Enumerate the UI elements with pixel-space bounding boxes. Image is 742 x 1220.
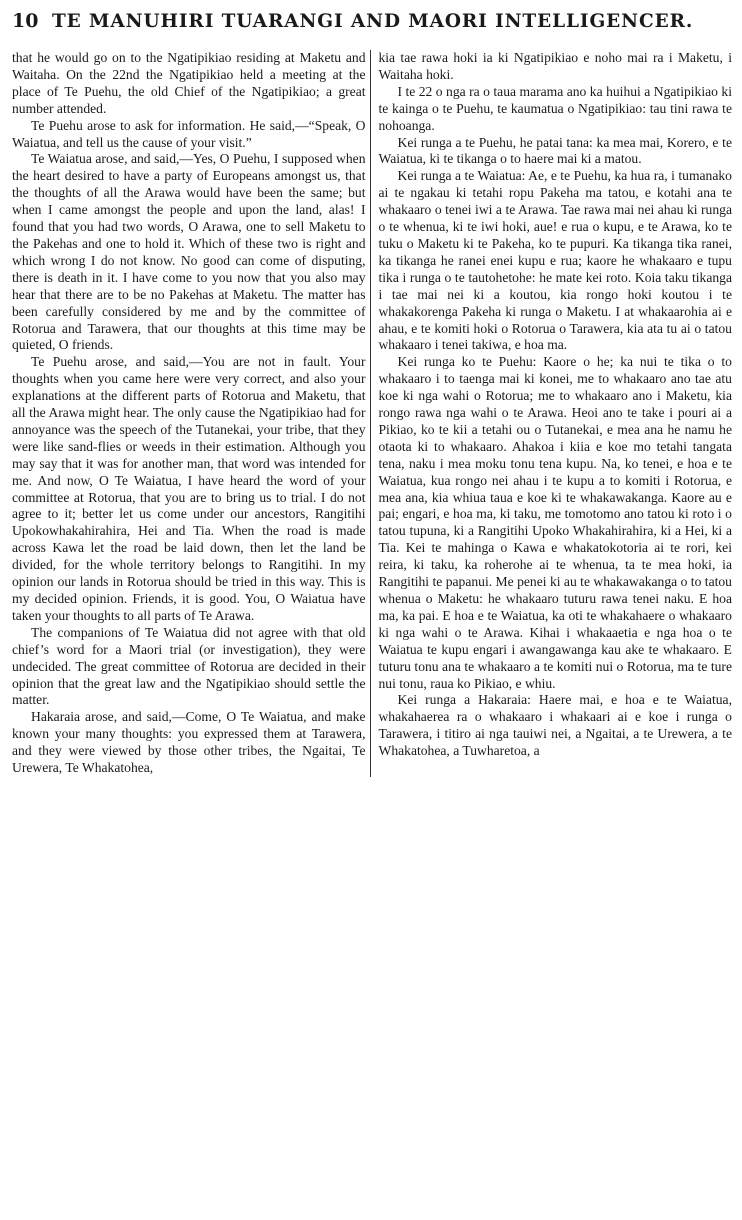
maori-column: [370, 50, 732, 777]
english-paragraph: Te Puehu arose to ask for information. He said,—“Speak, O Waiatua, and tell us the cause of your visit.”: [12, 117, 366, 150]
newspaper-title: TE MANUHIRI TUARANGI AND MAORI INTELLIGENCER.: [52, 11, 694, 32]
english-paragraph: that he would go on to the Ngatipikiao residing at Maketu and Waitaha. On the 22nd the Ngatipikiao held a meeting at the place of Te Puehu, the old Chief of the Ngatipikiao; a great number attended.: [12, 50, 366, 116]
english-paragraph: The companions of Te Waiatua did not agree with that old chief’s word for a Maori trial (or investigation), they were undecided. The great committee of Rotorua are decided in their opinion that the great law and the Ngatipikiao should settle the matter.: [12, 624, 366, 708]
maori-paragraph: Kei runga ko te Puehu: Kaore o he; ka nui te tika o to whakaaro i to taenga mai ki konei, me to whakaaro ano tae atu koe ki nga wahi o Rotorua; me to whakaaro ano i Maketu, kia rongo rawa nga wahi o te Arawa. Heoi ano te take i pouri ai a Pikiao, ko te kii a tetahi ou o Tutanekai, e mea ana he namu he otaota ki to whakaaro. Ahakoa i kiia e koe mo tetahi tangata tena, naku i mea moku tonu tena kupu. Na, ko tenei, e hoa e te Waiatua, kua rongo nei ahau i te kupu a to komiti i Rotorua, e mea ana, kia whiua taua e koe ki te whakawakanga. Kaore au e pai; engari, e hoa ma, ki taku, me tomotomo ano tatou ki roto i o tatou tupuna, ki a Rangitihi Upoko Whakahirahira, ki a Hei, ki a Tia. Kei te mahinga o Kawa e whakatokotoria ai te rori, kei reira, ki taku, ka roherohe ai te whenua, ta te mea hoki, ia Rangitihi te papanui. Me penei ki au te whakawakanga o to tatou whenua o Maketu: he whakaaro tuturu rawa tenei naku. E hoa ma, ka pai. E hoa e te Waiatua, ka oti te whakahaere o whakaaro ki nga wahi o te Arawa. Kihai i whakaaetia e nga hoa o te Waiatua te kupu engari i awangawanga kau ake te whakaaro. E tuturu tonu ana te whakaaro a te komiti nui o Rotorua, ma te ture nui tonu, raua ko Pikiao, e whiu.: [378, 354, 732, 691]
page-header: [12, 10, 732, 50]
maori-paragraph: I te 22 o nga ra o taua marama ano ka huihui a Ngatipikiao ki te kainga o te Puehu, te kaumatua o Ngatipikiao: tau tini rawa te nohoanga.: [378, 83, 732, 133]
english-paragraph: Te Waiatua arose, and said,—Yes, O Puehu, I supposed when the heart desired to have a party of Europeans amongst us, that the thoughts of all the Arawa would have been the same; but when I came amongst the people and upon the land, alas! I found that you had two words, O Arawa, one to sell Maketu to the Pakehas and one to hold it. Which of these two is right and which wrong I do not know. No good can come of disputing, there is death in it. I have come to you now that you also may hear that there are to be no Pakehas at Maketu. The matter has been carefully considered by me and by the committee of Rotorua and Tarawera, that our thoughts at this time may be quieted, O friends.: [12, 151, 366, 353]
page-number: 10: [12, 10, 39, 32]
english-paragraph: Te Puehu arose, and said,—You are not in fault. Your thoughts when you came here were very correct, and also your explanations at the different parts of Rotorua and Maketu, that all the Arawa might hear. The only cause the Ngatipikiao had for annoyance was the speech of the Tutanekai, your tribe, that they were like sand-flies or weeds in their estimation. Although you may say that it was for another man, that word was intended for me. And now, O Te Waiatua, I have heard the word of your committee at Rotorua, that you are to bring us to trial. I do not agree to it; better let us come under our ancestors, Rangitihi Upokowhakahirahira, Hei and Tia. When the road is made across Kawa let the road be laid down, then let the land be divided, for the whole territory belongs to Rangitihi. In my opinion our lands in Rotorua should be tried in this way. This is my decided opinion. Friends, it is good. You, O Waiatua have taken your thoughts to all parts of Te Arawa.: [12, 354, 366, 623]
maori-paragraph: Kei runga a te Waiatua: Ae, e te Puehu, ka hua ra, i tumanako ai te ngakau ki tetahi ropu Pakeha ma tatou, e kotahi ana te whakaaro o tenei iwi a te Arawa. Tae rawa mai nei ahau ki runga o te whenua, ki te iwi hoki, aue! e rua o kupu, e te Arawa, ko te tuku o Maketu ki te Pakeha, ko te pupuri. Ka tikanga tika ranei, ka tikanga he ranei enei kupu e rua; kaore he whakaaro e tupu tika i runga o te tautohetohe: he mate kei roto. Koia taku tikanga i tae mai nei ki a koutou, kia rongo hoki koutou i te whakakorenga Pakeha ki runga o Maketu. I at whakaarohia ai e ahau, e te komiti hoki o Rotorua o Tarawera, kia ata tu ai o tatou whakaaro i tenei takiwa, e hoa ma.: [378, 168, 732, 353]
maori-paragraph: Kei runga a Hakaraia: Haere mai, e hoa e te Waiatua, whakahaerea ra o whakaaro i whakaari ai e koe i runga o Tarawera, i titiro ai nga tauiwi nei, a Ngaitai, a te Urewera, a te Whakatohea, a Tuwharetoa, a: [378, 692, 732, 759]
maori-paragraph: Kei runga a te Puehu, he patai tana: ka mea mai, Korero, e te Waiatua, ki te tikanga o to haere mai ki a matou.: [378, 134, 732, 167]
text-columns: [12, 50, 732, 777]
english-column: [12, 50, 370, 777]
maori-paragraph: kia tae rawa hoki ia ki Ngatipikiao e noho mai ra i Maketu, i Waitaha hoki.: [378, 50, 732, 82]
english-paragraph: Hakaraia arose, and said,—Come, O Te Waiatua, and make known your many thoughts: you expressed them at Tarawera, and they were viewed by those other tribes, the Ngaitai, Te Urewera, Te Whakatohea,: [12, 709, 366, 776]
